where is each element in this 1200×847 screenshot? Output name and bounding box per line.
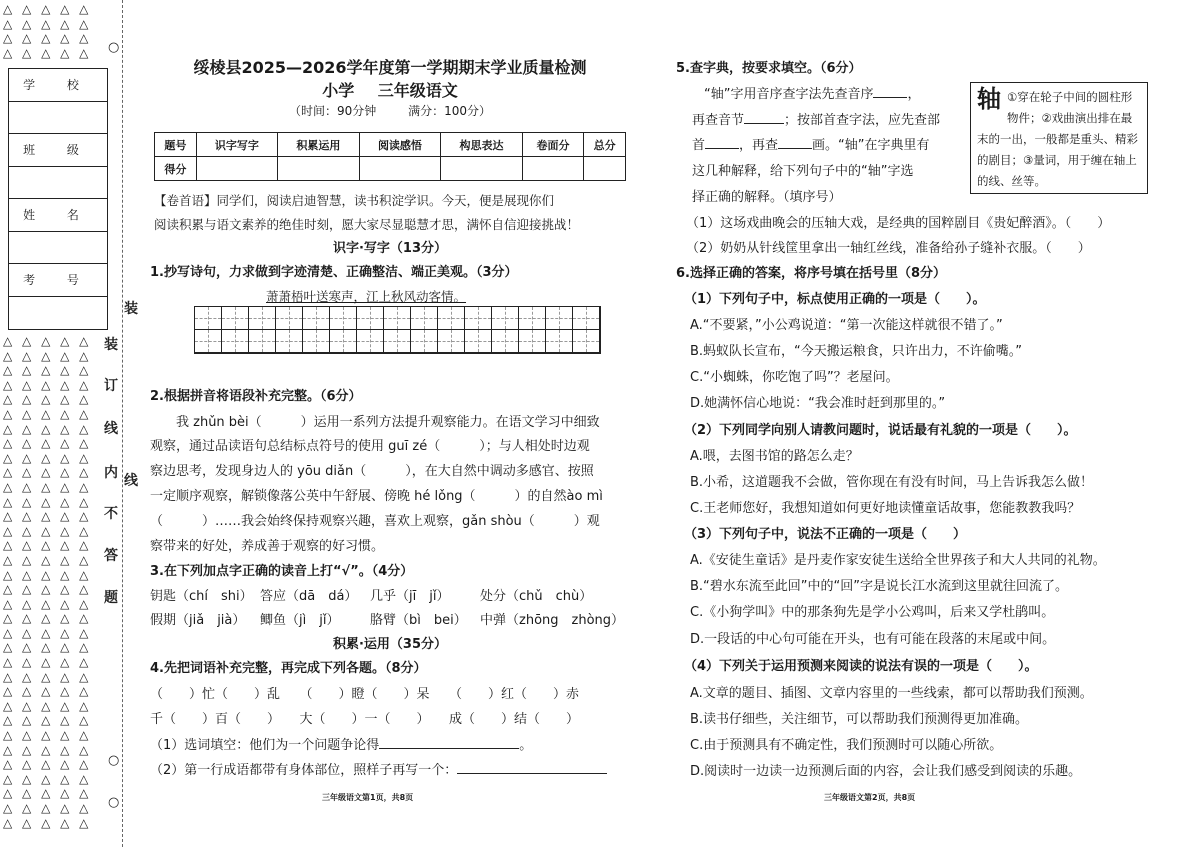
writing-cell[interactable] [303,330,330,353]
question-5-line [692,108,940,134]
question-4-2 [150,758,607,784]
sub-question: （4）下列关于运用预测来阅读的说法有误的一项是（ ）。 [684,659,1038,674]
binding-text: 装 [104,337,118,353]
binding-hole-mark: ○ [108,753,120,768]
option: D.一段话的中心句可能在开头，也有可能在段落的末尾或中间。 [690,632,1056,647]
writing-cell[interactable] [330,307,357,330]
table-cell: 卷面分 [522,133,584,157]
school-field[interactable] [9,102,107,135]
triangle-border-bottom: △ △ △ △ △ △ △ △ △ △ △ △ △ △ △ △ △ △ △ △ △ △ △ △ △ △ △ △ △ △ △ △ △ △ △ △ △ △ △ △ △ △ △ △ △ △ △ △ △ △ △ △ △ △ △ △ △ △ △ △ △ △ △ △ △ △ △ △ △ △ △ △ △ △ △ △ △ △ △ △ △ △ △ △ △ △ △ △ △ △ △ △ △ △ △ △ △ △ △ △ △ △ △ △ △ △ △ △ △ △ △ △ △ △ △ △ △ △ △ △ △ △ △ △ △ △ △ △ △ △ △ △ △ △ △ △ △ △ △ △ △ △ △ △ △ △ △ △ △ △ △ △ △ △ △ △ △ △ △ △ △ △ △ △ △ △ △ △ △ △ [3,334,92,830]
question-text: ，再查 [739,138,779,153]
writing-cell[interactable] [249,307,276,330]
exam-title: 绥棱县2025—2026学年度第一学期期末学业质量检测 [193,58,587,77]
writing-cell[interactable] [249,330,276,353]
question-text: ， [907,87,921,102]
page-footer: 三年级语文第1页，共8页 [322,793,414,802]
binding-text: 题 [104,590,118,606]
writing-cell[interactable] [330,330,357,353]
score-table [154,132,626,181]
writing-cell[interactable] [519,330,546,353]
writing-cell[interactable] [303,307,330,330]
question-4-1 [150,733,532,759]
question-4: 4.先把词语补充完整，再完成下列各题。（8分） [150,661,427,676]
score-table-score-row [155,157,626,181]
name-label: 姓 名 [9,199,107,232]
binding-hole-mark: ○ [108,40,120,55]
question-5-line [692,133,930,159]
exam-meta [148,102,632,119]
sub-question: （3）下列句子中，说法不正确的一项是（ ） [684,527,967,542]
class-label: 班 级 [9,134,107,167]
exam-time: （时间：90分钟 [288,104,377,118]
student-info-box [8,68,108,330]
dictionary-definition-box [970,82,1148,194]
option: B.蚂蚁队长宣布，“今天搬运粮食，只许出力，不许偷嘴。” [690,344,1023,359]
writing-grid[interactable] [194,306,601,354]
idiom-row: 千（ ）百（ ） 大（ ）一（ ） 成（ ）结（ ） [150,712,580,727]
table-cell: 识字写字 [196,133,278,157]
answer-blank[interactable] [744,108,784,124]
question-text: ；按部首查字法，应先查部 [784,113,941,128]
binding-text: 线 [124,473,138,489]
question-5-sentence: （2）奶奶从针线筐里拿出一轴红丝线，准备给孙子缝补衣服。（ ） [686,241,1091,256]
binding-hole-mark: ○ [108,795,120,810]
sub-question: （1）下列句子中，标点使用正确的一项是（ ）。 [684,292,986,307]
score-cell[interactable] [359,157,441,181]
pronunciation-item: 假期（jiǎ jià） [150,613,246,628]
intro-line: 【卷首语】同学们，阅读启迪智慧，读书积淀学识。今天，便是展现你们 [154,193,555,208]
binding-text: 内 [104,465,118,481]
option: D.阅读时一边读一边预测后面的内容，会让我们感受到阅读的乐趣。 [690,764,1082,779]
option: A.“不要紧，”小公鸡说道：“第一次能这样就很不错了。” [690,318,1003,333]
question-1: 1.抄写诗句，力求做到字迹清楚、正确整洁、端正美观。（3分） [150,265,518,280]
table-cell: 得分 [155,157,197,181]
exam-subtitle: 小学 三年级语文 [322,81,458,100]
option: A.文章的题目、插图、文章内容里的一些线索，都可以帮助我们预测。 [690,686,1093,701]
answer-blank[interactable] [778,133,812,149]
score-cell[interactable] [584,157,626,181]
idiom-row: （ ）忙（ ）乱 （ ）瞪（ ）呆 （ ）红（ ）赤 [150,687,580,702]
passage-line: 我 zhǔn bèi（ ）运用一系列方法提升观察能力。在语文学习中细致 [176,415,600,430]
writing-cell[interactable] [411,330,438,353]
exam-number-label: 考 号 [9,264,107,297]
question-text: 再查音节 [692,113,745,128]
binding-line [122,0,123,847]
score-table-header-row [155,133,626,157]
option: C.由于预测具有不确定性，我们预测时可以随心所欲。 [690,738,1003,753]
intro-line: 阅读积累与语文素养的绝佳时刻，愿大家尽显聪慧才思，满怀自信迎接挑战！ [154,217,580,232]
writing-cell[interactable] [492,307,519,330]
writing-cell[interactable] [411,307,438,330]
page-footer: 三年级语文第2页，共8页 [824,793,916,802]
question-5-line: 这几种解释，给下列句子中的“轴”字选 [692,164,914,179]
zhou-character: 轴 [977,85,1001,113]
binding-text: 装 [124,301,138,317]
answer-blank[interactable] [457,758,607,774]
school-label: 学 校 [9,69,107,102]
answer-blank[interactable] [705,133,739,149]
pronunciation-item: 钥匙（chí shi） [150,589,253,604]
table-cell: 总分 [584,133,626,157]
pronunciation-item: 处分（chǔ chù） [480,589,593,604]
writing-cell[interactable] [546,330,573,353]
table-cell: 积累运用 [278,133,360,157]
writing-cell[interactable] [195,307,222,330]
writing-cell[interactable] [546,307,573,330]
section-heading: 积累·运用（35分） [332,637,448,652]
question-text: “轴”字用音序查字法先查音序 [704,87,874,102]
passage-line: 一定顺序观察，解锁像落公英中午舒展、傍晚 hé lǒng（ ）的自然ào mì [150,489,603,504]
writing-cell[interactable] [519,307,546,330]
passage-line: （ ）……我会始终保持观察兴趣，喜欢上观察，gǎn shòu（ ）观 [150,514,600,529]
writing-cell[interactable] [276,307,303,330]
question-3: 3.在下列加点字正确的读音上打“√”。（4分） [150,564,414,579]
question-5-line [704,82,921,108]
poem-line: 萧萧梧叶送寒声，江上秋风动客情。 [266,289,467,304]
writing-cell[interactable] [357,330,384,353]
option: D.她满怀信心地说：“我会准时赶到那里的。” [690,396,946,411]
exam-total-score: 满分：100分） [408,104,491,118]
score-cell[interactable] [278,157,360,181]
score-cell[interactable] [522,157,584,181]
pronunciation-item: 鲫鱼（jì jǐ） [260,613,340,628]
option: C.王老师您好，我想知道如何更好地读懂童话故事，您能教教我吗？ [690,501,1081,516]
option: B.小希，这道题我不会做，管你现在有没有时间，马上告诉我怎么做！ [690,475,1094,490]
writing-cell[interactable] [465,330,492,353]
writing-cell[interactable] [573,330,600,353]
writing-cell[interactable] [384,330,411,353]
writing-cell[interactable] [222,330,249,353]
question-6: 6.选择正确的答案，将序号填在括号里（8分） [676,266,947,281]
writing-cell[interactable] [438,307,465,330]
question-text: 画。“轴”在字典里有 [812,138,930,153]
option: C.《小狗学叫》中的那条狗先是学小公鸡叫，后来又学杜鹃叫。 [690,605,1055,620]
question-text: （2）第一行成语都带有身体部位，照样子再写一个： [150,763,458,778]
answer-blank[interactable] [873,82,907,98]
writing-cell[interactable] [357,307,384,330]
question-2: 2.根据拼音将语段补充完整。（6分） [150,389,362,404]
pronunciation-item: 几乎（jī jǐ） [370,589,450,604]
passage-line: 察带来的好处，养成善于观察的好习惯。 [150,539,385,554]
binding-text: 答 [104,548,118,564]
zhou-definitions: ①穿在轮子中间的圆柱形物件；②戏曲演出排在最末的一出，一般都是重头、精彩的剧目；③量词，用于缠在轴上的线、丝等。 [977,90,1138,188]
period: 。 [519,738,533,753]
passage-line: 观察，通过品读语句总结标点符号的使用 guī zé（ ）；与人相处时边观 [150,439,590,454]
binding-text: 订 [104,378,118,394]
option: C.“小蜘蛛，你吃饱了吗”？老屋问。 [690,370,899,385]
pronunciation-item: 中弹（zhōng zhòng） [480,613,625,628]
table-cell: 阅读感悟 [359,133,441,157]
section-heading: 识字·写字（13分） [332,241,448,256]
writing-cell[interactable] [438,330,465,353]
table-cell: 构思表达 [441,133,523,157]
question-5-line: 择正确的解释。（填序号） [692,190,842,205]
writing-cell[interactable] [492,330,519,353]
question-5: 5.查字典，按要求填空。（6分） [676,61,862,76]
writing-cell[interactable] [465,307,492,330]
triangle-border-top: △ △ △ △ △ △ △ △ △ △ △ △ △ △ △ △ △ △ △ △ [3,2,92,60]
writing-cell[interactable] [573,307,600,330]
writing-cell[interactable] [276,330,303,353]
table-cell: 题号 [155,133,197,157]
writing-cell[interactable] [195,330,222,353]
question-text: 首 [692,138,706,153]
pronunciation-item: 胳臂（bì bei） [370,613,467,628]
option: B.“碧水东流至此回”中的“回”字是说长江水流到这里就往回流了。 [690,579,1068,594]
option: A.喂，去图书馆的路怎么走？ [690,449,859,464]
option: B.读书仔细些，关注细节，可以帮助我们预测得更加准确。 [690,712,1029,727]
score-cell[interactable] [441,157,523,181]
option: A.《安徒生童话》是丹麦作家安徒生送给全世界孩子和大人共同的礼物。 [690,553,1106,568]
passage-line: 察边思考，发现身边人的 yōu diǎn（ ），在大自然中调动多感官、按照 [150,464,594,479]
sub-question: （2）下列同学向别人请教问题时，说话最有礼貌的一项是（ ）。 [684,423,1077,438]
class-field[interactable] [9,167,107,200]
question-text: （1）选词填空：他们为一个问题争论得 [150,738,380,753]
answer-blank[interactable] [379,733,519,749]
name-field[interactable] [9,232,107,265]
question-5-sentence: （1）这场戏曲晚会的压轴大戏，是经典的国粹剧目《贵妃醉酒》。（ ） [686,216,1111,231]
binding-text: 线 [104,421,118,437]
score-cell[interactable] [196,157,278,181]
writing-cell[interactable] [384,307,411,330]
exam-number-field[interactable] [9,297,107,330]
binding-text: 不 [104,506,118,522]
writing-cell[interactable] [222,307,249,330]
pronunciation-item: 答应（dā dá） [260,589,358,604]
